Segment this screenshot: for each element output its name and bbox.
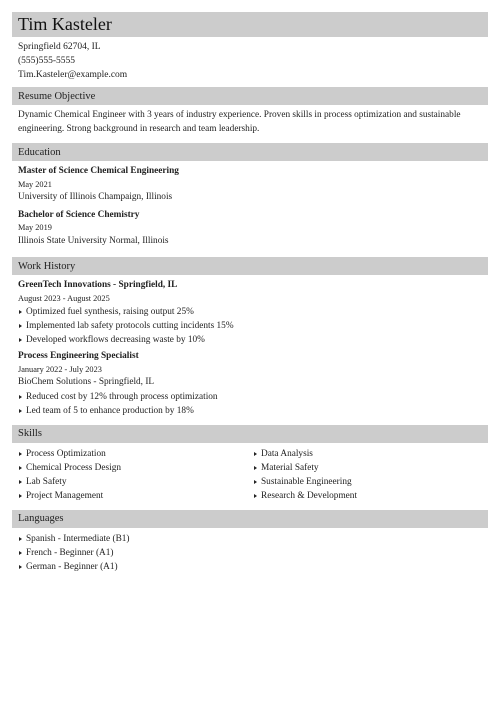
list-item: Led team of 5 to enhance production by 18% [18, 404, 488, 418]
job-bullets [18, 390, 488, 418]
name-header [12, 12, 488, 37]
school: Illinois State University Normal, Illinois [18, 235, 169, 246]
company: BioChem Solutions - Springfield, IL [18, 377, 155, 387]
objective-title: Resume Objective [18, 90, 96, 102]
list-item: Chemical Process Design [18, 461, 253, 475]
skills-column-right [253, 447, 488, 503]
languages-heading [12, 510, 488, 528]
objective-heading [12, 87, 488, 105]
candidate-name: Tim Kasteler [18, 14, 112, 34]
education-title: Education [18, 146, 61, 158]
contact-info [12, 40, 488, 82]
degree: Master of Science Chemical Engineering [18, 166, 179, 176]
list-item: Optimized fuel synthesis, raising output 25% [18, 305, 488, 319]
address: Springfield 62704, IL [18, 42, 101, 52]
graduation-date: May 2021 [18, 179, 52, 189]
work-heading [12, 257, 488, 275]
job-bullets [18, 305, 488, 347]
education-heading [12, 143, 488, 161]
list-item: Sustainable Engineering [253, 475, 488, 489]
job-entry [12, 279, 488, 347]
education-item [12, 165, 488, 205]
languages-title: Languages [18, 513, 64, 524]
languages-bullets [18, 532, 488, 574]
skills-heading [12, 425, 488, 443]
job-heading: Process Engineering Specialist [18, 351, 139, 361]
list-item: Reduced cost by 12% through process optimization [18, 390, 488, 404]
job-dates: August 2023 - August 2025 [18, 293, 110, 303]
school: University of Illinois Champaign, Illinois [18, 192, 173, 202]
objective-text: Dynamic Chemical Engineer with 3 years of industry experience. Proven skills in process optimization and sustainable engineering. Strong background in research and team leadership. [18, 110, 461, 134]
email: Tim.Kasteler@example.com [18, 70, 128, 80]
skills-list [12, 447, 488, 503]
list-item: Implemented lab safety protocols cutting incidents 15% [18, 319, 488, 333]
job-dates: January 2022 - July 2023 [18, 364, 102, 374]
list-item: Data Analysis [253, 447, 488, 461]
education-item [12, 209, 488, 249]
list-item: Spanish - Intermediate (B1) [18, 532, 488, 546]
list-item: French - Beginner (A1) [18, 546, 488, 560]
skills-column-left [18, 447, 253, 503]
job-heading: GreenTech Innovations - Springfield, IL [18, 280, 178, 290]
list-item: Developed workflows decreasing waste by 10% [18, 333, 488, 347]
list-item: Project Management [18, 489, 253, 503]
list-item: Material Safety [253, 461, 488, 475]
list-item: Research & Development [253, 489, 488, 503]
work-title: Work History [18, 260, 76, 272]
phone: (555)555-5555 [18, 56, 75, 66]
skills-title: Skills [18, 428, 42, 439]
list-item: Process Optimization [18, 447, 253, 461]
list-item: Lab Safety [18, 475, 253, 489]
degree: Bachelor of Science Chemistry [18, 209, 140, 220]
job-entry [12, 350, 488, 418]
list-item: German - Beginner (A1) [18, 560, 488, 574]
graduation-date: May 2019 [18, 223, 52, 232]
languages-list [12, 532, 488, 574]
resume-page [12, 12, 488, 574]
